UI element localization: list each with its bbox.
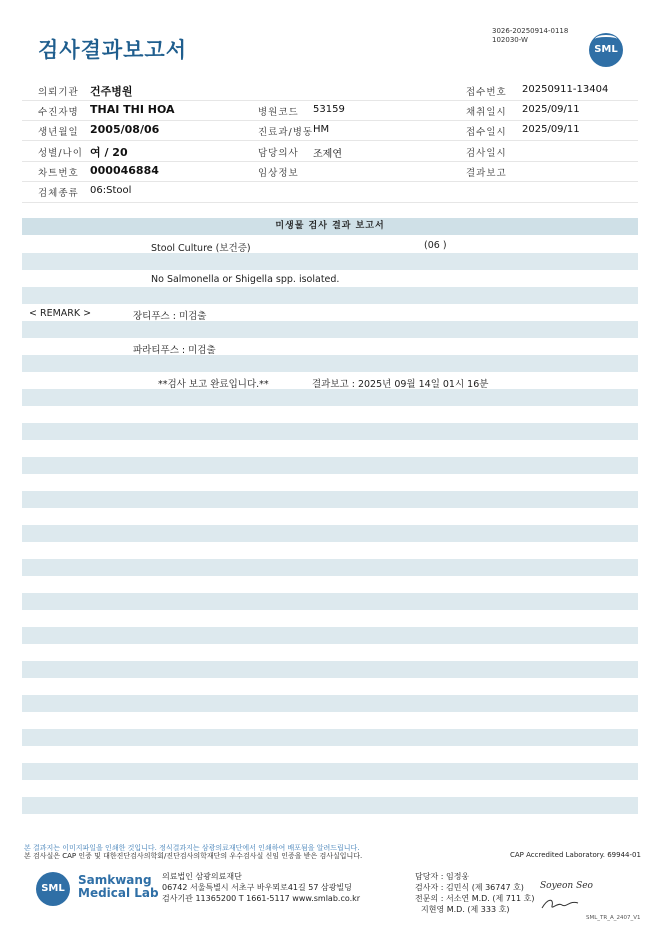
label-gender-age: 성별/나이 — [38, 148, 83, 159]
signers — [415, 871, 534, 915]
stripe-row — [22, 253, 638, 270]
remark-label: < REMARK > — [29, 308, 92, 319]
value-requesting-institution: 건주병원 — [90, 85, 133, 98]
org-address: 06742 서울특별시 서초구 바우뫼로41길 57 삼광빌딩 — [162, 883, 352, 892]
sml-logo-icon: SML — [589, 33, 623, 67]
value-department: HM — [313, 124, 330, 135]
form-code: SML_TR_A_2407_V1 — [586, 915, 641, 921]
cap-accredited: CAP Accredited Laboratory. 69944-01 — [510, 851, 641, 859]
brand-name — [78, 874, 159, 900]
stripe-row — [22, 797, 638, 814]
value-hospital-code: 53159 — [313, 104, 345, 115]
doc-number-line-1: 3026-20250914-0118 — [492, 27, 569, 35]
specialist-2: 지현영 M.D. (제 333 호) — [421, 905, 510, 914]
label-specimen-type: 검체종류 — [38, 188, 79, 199]
label-collection-date: 채취일시 — [466, 107, 507, 118]
info-row-chart — [22, 161, 638, 182]
report-time: 결과보고 : 2025년 09월 14일 01시 16분 — [312, 379, 489, 390]
value-collection-date: 2025/09/11 — [522, 104, 580, 115]
info-row-patient — [22, 100, 638, 121]
cap-note: 본 검사실은 CAP 인증 및 대한진단검사의학회/진단검사의학재단의 우수검사실 신임 인증을 받은 검사실입니다. — [24, 852, 363, 860]
remark-paratyphoid: 파라티푸스 : 미검출 — [133, 345, 216, 356]
value-patient-name: THAI THI HOA — [90, 103, 175, 116]
stripe-row — [22, 729, 638, 746]
test-code: (06 ) — [424, 240, 447, 251]
org-contact: 검사기관 11365200 T 1661-5117 www.smlab.co.kr — [162, 894, 361, 903]
stripe-row — [22, 389, 638, 406]
stripe-row — [22, 661, 638, 678]
image-notice: 본 결과지는 이미지파일을 인쇄한 것입니다. 정식결과지는 삼광의료재단에서 인쇄하여 배포됨을 알려드립니다. — [24, 844, 360, 852]
label-chart-number: 차트번호 — [38, 168, 79, 179]
doc-number-line-2: 102030-W — [492, 36, 528, 44]
info-row-gender — [22, 141, 638, 162]
brand-line-2: Medical Lab — [78, 886, 159, 900]
value-receipt-number: 20250911-13404 — [522, 84, 609, 95]
stripe-row — [22, 559, 638, 576]
value-doctor: 조제연 — [313, 149, 342, 160]
stripe-row — [22, 695, 638, 712]
person-in-charge: 담당자 : 임정웅 — [415, 872, 470, 881]
stripe-row — [22, 763, 638, 780]
results-heading: 미생물 검사 결과 보고서 — [22, 218, 638, 235]
label-result-report: 결과보고 — [466, 168, 507, 179]
label-hospital-code: 병원코드 — [258, 107, 299, 118]
label-receipt-date: 접수일시 — [466, 127, 507, 138]
value-specimen-type: 06:Stool — [90, 185, 132, 196]
page-title: 검사결과보고서 — [38, 38, 188, 62]
stripe-row — [22, 423, 638, 440]
signature-scribble-icon — [540, 896, 580, 912]
tester: 검사자 : 김민식 (제 36747 호) — [415, 883, 524, 892]
organization-info — [162, 871, 360, 904]
remark-typhoid: 장티푸스 : 미검출 — [133, 311, 207, 322]
sml-footer-logo-icon: SML — [36, 872, 70, 906]
culture-finding: No Salmonella or Shigella spp. isolated. — [151, 274, 340, 285]
report-complete-text: **검사 보고 완료입니다.** — [158, 379, 269, 390]
label-doctor: 담당의사 — [258, 148, 299, 159]
stripe-row — [22, 321, 638, 338]
stripe-row — [22, 593, 638, 610]
document-number — [492, 27, 568, 45]
test-name: Stool Culture (보건증) — [151, 243, 251, 254]
stripe-row — [22, 491, 638, 508]
value-receipt-date: 2025/09/11 — [522, 124, 580, 135]
specialist-1: 전문의 : 서소연 M.D. (제 711 호) — [415, 894, 535, 903]
signature-soyeon-seo: Soyeon Seo — [540, 881, 593, 891]
brand-line-1: Samkwang — [78, 873, 152, 887]
info-row-hospital — [22, 80, 638, 101]
value-chart-number: 000046884 — [90, 164, 159, 177]
org-name: 의료법인 삼광의료재단 — [162, 872, 242, 881]
stripe-row — [22, 287, 638, 304]
label-clinical-info: 임상정보 — [258, 168, 299, 179]
stripe-row — [22, 627, 638, 644]
label-patient-name: 수진자명 — [38, 107, 79, 118]
info-row-specimen — [22, 181, 638, 203]
value-birth-date: 2005/08/06 — [90, 123, 160, 136]
stripe-row — [22, 525, 638, 542]
label-department: 진료과/병동 — [258, 127, 314, 138]
value-gender-age: 여 / 20 — [90, 146, 128, 159]
label-requesting-institution: 의뢰기관 — [38, 87, 79, 98]
label-receipt-number: 접수번호 — [466, 87, 507, 98]
label-test-date: 검사일시 — [466, 148, 507, 159]
label-birth-date: 생년월일 — [38, 127, 79, 138]
stripe-row — [22, 457, 638, 474]
info-row-birth — [22, 120, 638, 141]
stripe-row — [22, 355, 638, 372]
